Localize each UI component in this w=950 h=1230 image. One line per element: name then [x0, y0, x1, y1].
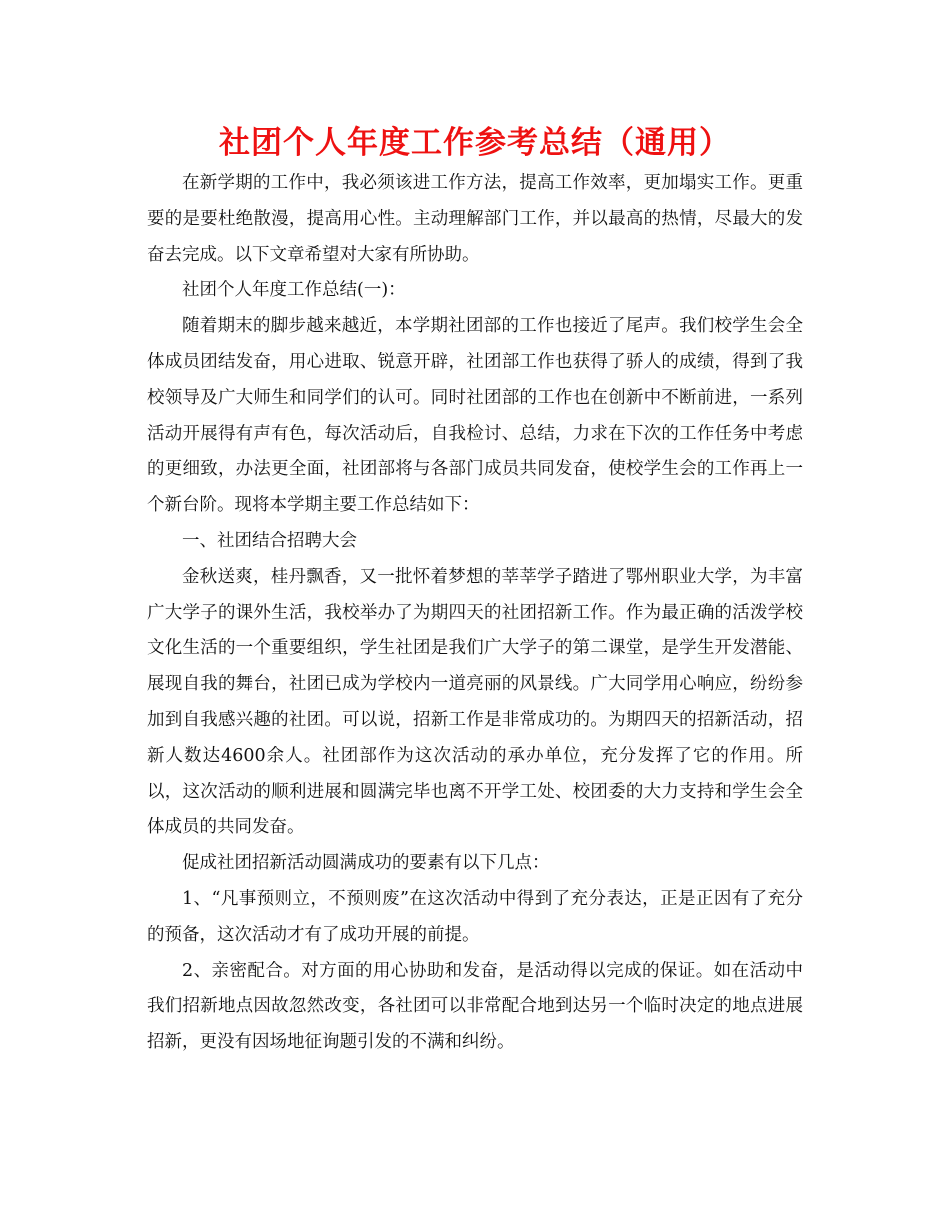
section-heading-recruitment: 一、社团结合招聘大会: [182, 530, 357, 551]
document-body: [147, 166, 803, 1061]
intro-paragraph: 在新学期的工作中，我必须该进工作方法，提高工作效率，更加塌实工作。更重要的是要杜绝散漫，提高用心性。主动理解部门工作，并以最高的热情，尽最大的发奋去完成。以下文章希望对大家有所协助。: [147, 173, 803, 265]
section-heading-summary-one: 社团个人年度工作总结(一)：: [182, 280, 406, 301]
overview-paragraph: 随着期末的脚步越来越近，本学期社团部的工作也接近了尾声。我们校学生会全体成员团结发奋，用心进取、锐意开辟，社团部工作也获得了骄人的成绩，得到了我校领导及广大师生和同学们的认可。同时社团部的工作也在创新中不断前进，一系列活动开展得有声有色，每次活动后，自我检讨、总结，力求在下次的工作任务中考虑的更细致，办法更全面，社团部将与各部门成员共同发奋，使校学生会的工作再上一个新台阶。现将本学期主要工作总结如下：: [147, 316, 803, 516]
success-factors-heading: 促成社团招新活动圆满成功的要素有以下几点：: [182, 853, 550, 874]
factor-two-paragraph: 2、亲密配合。对方面的用心协助和发奋，是活动得以完成的保证。如在活动中我们招新地点因故忽然改变，各社团可以非常配合地到达另一个临时决定的地点进展招新，更没有因场地征询题引发的不满和纠纷。: [147, 960, 803, 1053]
document-title: 社团个人年度工作参考总结（通用）: [219, 125, 731, 161]
factor-one-paragraph: 1、“凡事预则立，不预则废”在这次活动中得到了充分表达，正是正因有了充分的预备，这次活动才有了成功开展的前提。: [147, 888, 803, 945]
recruitment-paragraph: 金秋送爽，桂丹飘香，又一批怀着梦想的莘莘学子踏进了鄂州职业大学，为丰富广大学子的课外生活，我校举办了为期四天的社团招新工作。作为最正确的活泼学校文化生活的一个重要组织，学生社团是我们广大学子的第二课堂，是学生开发潜能、展现自我的舞台，社团已成为学校内一道亮丽的风景线。广大同学用心响应，纷纷参加到自我感兴趣的社团。可以说，招新工作是非常成功的。为期四天的招新活动，招新人数达4600余人。社团部作为这次活动的承办单位，充分发挥了它的作用。所以，这次活动的顺利进展和圆满完毕也离不开学工处、校团委的大力支持和学生会全体成员的共同发奋。: [147, 566, 803, 838]
